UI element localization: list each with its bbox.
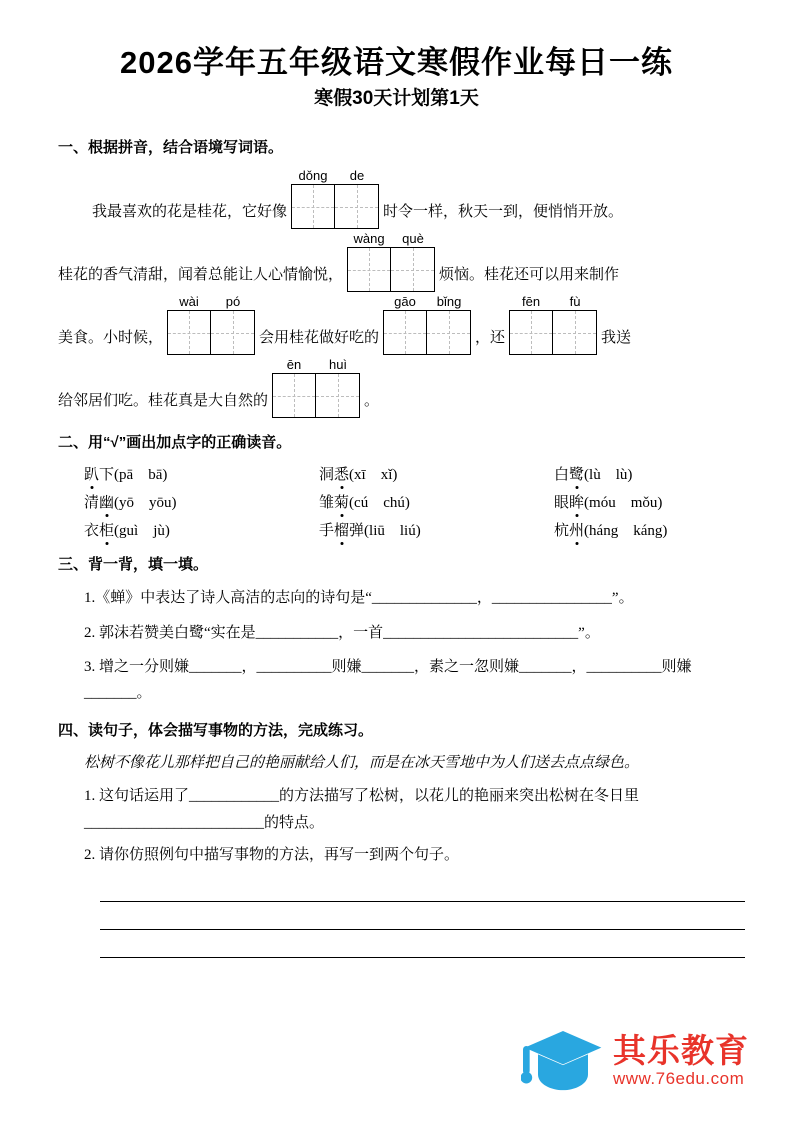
pinyin-wangque: wàng què bbox=[353, 231, 424, 247]
section-3-heading: 三、背一背，填一填。 bbox=[58, 556, 209, 574]
pinyin-waipo: wài pó bbox=[179, 294, 241, 310]
brand-url: www.76edu.com bbox=[613, 1068, 745, 1088]
page-title: 2026学年五年级语文寒假作业每日一练 bbox=[120, 45, 673, 80]
pinyin-enhui: ēn huì bbox=[286, 357, 348, 373]
section-3-items bbox=[58, 585, 735, 706]
answer-box[interactable] bbox=[335, 185, 378, 228]
s1-text-3a: 美食。小时候， bbox=[58, 330, 164, 347]
s1-text-3d: 我送 bbox=[601, 330, 632, 347]
answer-box[interactable] bbox=[273, 374, 316, 417]
footer-logo bbox=[521, 1026, 749, 1096]
choice-options[interactable]: móu mǒu bbox=[589, 495, 658, 512]
s1-text-1a: 我最喜欢的花是桂花，它好像 bbox=[92, 204, 288, 221]
s1-line-1 bbox=[58, 168, 735, 229]
choice-item-9[interactable]: 杭州(háng káng) bbox=[554, 519, 735, 540]
choice-options[interactable]: háng káng bbox=[589, 523, 663, 540]
s1-text-3c: ，还 bbox=[475, 330, 506, 347]
choice-item-3[interactable]: 白鹭(lù lù) bbox=[554, 463, 735, 484]
answer-boxes[interactable] bbox=[383, 310, 471, 355]
dotted-char: 眸 bbox=[569, 491, 584, 512]
answer-box[interactable] bbox=[348, 248, 391, 291]
answer-box[interactable] bbox=[384, 311, 427, 354]
dotted-char: 鹭 bbox=[569, 463, 584, 484]
dotted-char: 趴 bbox=[84, 463, 99, 484]
s1-text-2b: 烦恼。桂花还可以用来制作 bbox=[439, 267, 620, 284]
choice-options[interactable]: guì jù bbox=[119, 523, 165, 540]
tianzige-fenfu[interactable] bbox=[509, 294, 597, 355]
choice-options[interactable]: lù lù bbox=[589, 467, 628, 484]
answer-boxes[interactable] bbox=[291, 184, 379, 229]
section-1-heading: 一、根据拼音，结合语境写词语。 bbox=[58, 139, 284, 157]
s1-line-2 bbox=[58, 231, 735, 292]
answer-boxes[interactable] bbox=[167, 310, 255, 355]
dotted-char: 柜 bbox=[99, 519, 114, 540]
example-sentence: 松树不像花儿那样把自己的艳丽献给人们，而是在冰天雪地中为人们送去点点绿色。 bbox=[84, 755, 640, 772]
choice-options[interactable]: liū liú bbox=[369, 523, 416, 540]
page-subtitle: 寒假30天计划第1天 bbox=[314, 87, 479, 109]
answer-box[interactable] bbox=[292, 185, 335, 228]
brand-name: 其乐教育 bbox=[613, 1031, 749, 1069]
choice-item-7[interactable]: 衣柜(guì jù) bbox=[84, 519, 319, 540]
answer-line[interactable] bbox=[100, 902, 745, 930]
section-2-heading: 二、用“√”画出加点字的正确读音。 bbox=[58, 434, 292, 452]
answer-line[interactable] bbox=[100, 874, 745, 902]
answer-boxes[interactable] bbox=[347, 247, 435, 292]
choice-item-1[interactable]: 趴下(pā bā) bbox=[84, 463, 319, 484]
choice-options[interactable]: yō yōu bbox=[119, 495, 172, 512]
s1-text-4b: 。 bbox=[364, 393, 380, 410]
answer-boxes[interactable] bbox=[272, 373, 360, 418]
choice-options[interactable]: xī xǐ bbox=[354, 467, 393, 484]
answer-lines bbox=[100, 874, 735, 958]
dotted-char: 州 bbox=[569, 519, 584, 540]
pinyin-gaobing: gāo bǐng bbox=[394, 294, 462, 310]
s1-line-3 bbox=[58, 294, 735, 355]
list-item[interactable]: 3. 增之一分则嫌_______，__________则嫌_______，素之一忽则嫌_______，__________则嫌_______。 bbox=[84, 658, 692, 702]
answer-box[interactable] bbox=[391, 248, 434, 291]
list-item[interactable]: 1. 这句话运用了____________的方法描写了松树，以花儿的艳丽来突出松树在冬日里________________________的特点。 bbox=[84, 788, 640, 831]
list-item[interactable]: 2. 请你仿照例句中描写事物的方法，再写一到两个句子。 bbox=[84, 846, 460, 863]
graduation-cap-icon bbox=[521, 1026, 605, 1096]
dotted-char: 悉 bbox=[334, 463, 349, 484]
s1-text-1b: 时令一样，秋天一到，便悄悄开放。 bbox=[383, 204, 624, 221]
choice-item-4[interactable]: 清幽(yō yōu) bbox=[84, 491, 319, 512]
dotted-char: 榴 bbox=[334, 519, 349, 540]
choice-item-8[interactable]: 手榴弹(liū liú) bbox=[319, 519, 554, 540]
s1-text-2a: 桂花的香气清甜，闻着总能让人心情愉悦， bbox=[58, 267, 344, 284]
list-item[interactable]: 1.《蝉》中表达了诗人高洁的志向的诗句是“______________，________________”。 bbox=[84, 590, 634, 607]
dotted-char: 菊 bbox=[334, 491, 349, 512]
pinyin-dongde: dǒng de bbox=[298, 168, 365, 184]
dotted-char: 幽 bbox=[99, 491, 114, 512]
section-4-items bbox=[58, 783, 735, 868]
tianzige-enhui[interactable] bbox=[272, 357, 360, 418]
s1-line-4 bbox=[58, 357, 735, 418]
answer-box[interactable] bbox=[316, 374, 359, 417]
list-item[interactable]: 2. 郭沫若赞美白鹭“实在是___________，一首__________________________”。 bbox=[84, 624, 600, 641]
pinyin-choice-grid bbox=[84, 463, 735, 540]
pinyin-fenfu: fēn fù bbox=[522, 294, 581, 310]
section-4-heading: 四、读句子，体会描写事物的方法，完成练习。 bbox=[58, 722, 374, 740]
answer-boxes[interactable] bbox=[509, 310, 597, 355]
choice-options[interactable]: pā bā bbox=[119, 467, 163, 484]
tianzige-waipo[interactable] bbox=[167, 294, 255, 355]
answer-box[interactable] bbox=[553, 311, 596, 354]
s1-text-3b: 会用桂花做好吃的 bbox=[259, 330, 380, 347]
answer-box[interactable] bbox=[211, 311, 254, 354]
tianzige-gaobing[interactable] bbox=[383, 294, 471, 355]
choice-item-6[interactable]: 眼眸(móu mǒu) bbox=[554, 491, 735, 512]
choice-options[interactable]: cú chú bbox=[354, 495, 405, 512]
answer-box[interactable] bbox=[510, 311, 553, 354]
logo-text bbox=[613, 1033, 749, 1090]
tianzige-wangque[interactable] bbox=[347, 231, 435, 292]
tianzige-dongde[interactable] bbox=[291, 168, 379, 229]
choice-item-2[interactable]: 洞悉(xī xǐ) bbox=[319, 463, 554, 484]
answer-line[interactable] bbox=[100, 930, 745, 958]
s1-text-4a: 给邻居们吃。桂花真是大自然的 bbox=[58, 393, 269, 410]
choice-item-5[interactable]: 雏菊(cú chú) bbox=[319, 491, 554, 512]
answer-box[interactable] bbox=[427, 311, 470, 354]
answer-box[interactable] bbox=[168, 311, 211, 354]
